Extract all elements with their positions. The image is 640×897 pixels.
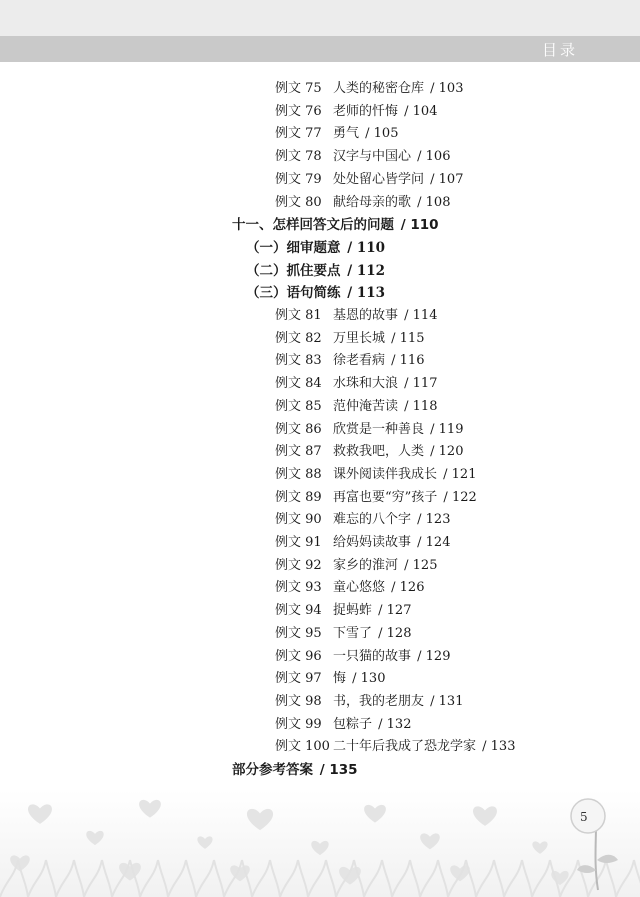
toc-entry-number: 例文 87 <box>275 444 322 460</box>
toc-page-ref: / 131 <box>426 693 464 709</box>
toc-entry-number: 例文 90 <box>275 512 322 528</box>
toc-entry-title: 二十年后我成了恐龙学家 <box>333 739 477 755</box>
toc-entry <box>275 532 450 554</box>
toc-entry-title: 下雪了 <box>333 625 373 641</box>
toc-entry-title: 给妈妈读故事 <box>333 535 412 550</box>
toc-page-ref: / 127 <box>374 603 412 619</box>
toc-page-ref: / 106 <box>413 149 451 165</box>
toc-page-ref: / 107 <box>426 171 464 187</box>
toc-page-ref: / 104 <box>400 103 438 119</box>
toc-entry-title: 勇气 <box>333 126 360 142</box>
toc-page-ref: / 114 <box>400 308 438 323</box>
toc-entry-number: 例文 100 <box>275 739 330 755</box>
toc-entry <box>275 328 424 350</box>
toc-entry-number: 例文 77 <box>275 126 322 142</box>
toc-entry-title: 救救我吧，人类 <box>333 444 425 460</box>
toc-entry-title: 处处留心皆学问 <box>333 171 425 187</box>
toc-entry-number: 例文 89 <box>275 489 322 505</box>
toc-page-ref: / 135 <box>315 762 358 778</box>
toc-entry <box>275 192 450 214</box>
toc-entry-number: 例文 99 <box>275 716 322 732</box>
toc-section-heading <box>232 214 439 236</box>
toc-entry-number: 例文 84 <box>275 376 322 392</box>
toc-entry-number: 例文 75 <box>275 81 322 96</box>
toc-entry-title: 书，我的老朋友 <box>333 693 425 709</box>
toc-entry-title: （一）细审题意 <box>246 239 341 256</box>
toc-entry <box>275 577 424 599</box>
toc-entry-title: （二）抓住要点 <box>246 262 341 279</box>
toc-entry <box>275 441 463 463</box>
toc-entry-number: 例文 85 <box>275 398 322 414</box>
toc-subsection-heading <box>246 260 385 282</box>
toc-entry-number: 例文 82 <box>275 330 322 346</box>
toc-entry-number: 例文 97 <box>275 671 322 687</box>
toc-entry <box>275 464 476 486</box>
header-top-strip <box>0 0 640 36</box>
toc-entry-number: 例文 94 <box>275 603 322 619</box>
toc-page-ref: / 117 <box>400 376 438 392</box>
toc-page-ref: / 130 <box>348 671 386 687</box>
toc-page-ref: / 108 <box>413 194 451 210</box>
toc-entry <box>275 509 450 531</box>
toc-entry-number: 例文 78 <box>275 149 322 165</box>
toc-entry-title: 欣赏是一种善良 <box>333 421 425 437</box>
toc-page-ref: / 126 <box>387 580 425 596</box>
toc-entry-number: 例文 83 <box>275 353 322 369</box>
toc-entry <box>275 646 450 668</box>
toc-entry <box>275 600 411 622</box>
toc-entry <box>275 691 463 713</box>
toc-page-ref: / 128 <box>374 625 412 641</box>
toc-page-ref: / 105 <box>361 126 399 142</box>
toc-entry-title: 家乡的淮河 <box>333 557 399 573</box>
toc-page-ref: / 123 <box>413 512 451 528</box>
toc-entry <box>275 668 385 690</box>
toc-entry-title: 汉字与中国心 <box>333 149 412 165</box>
toc-entry-number: 例文 88 <box>275 466 322 482</box>
toc-page-ref: / 110 <box>396 217 439 234</box>
toc-page-ref: / 115 <box>387 330 425 346</box>
toc-subsection-heading <box>246 282 385 304</box>
toc-entry-title: 一只猫的故事 <box>333 648 412 664</box>
toc-entry <box>275 78 463 100</box>
toc-entry-number: 例文 81 <box>275 308 322 323</box>
toc-entry-title: 献给母亲的歌 <box>333 194 412 210</box>
toc-entry-number: 例文 95 <box>275 625 322 641</box>
toc-page-ref: / 133 <box>478 739 516 755</box>
toc-entry <box>275 714 411 736</box>
toc-entry <box>275 487 477 509</box>
toc-page-ref: / 122 <box>439 489 477 505</box>
toc-page-ref: / 110 <box>342 239 386 256</box>
toc-page-ref: / 113 <box>342 285 386 302</box>
toc-entry-title: 人类的秘密仓库 <box>333 81 425 96</box>
toc-entry-number: 例文 92 <box>275 557 322 573</box>
toc-entry-title: 课外阅读伴我成长 <box>333 466 438 482</box>
toc-entry <box>275 350 424 372</box>
toc-entry-number: 例文 96 <box>275 648 322 664</box>
toc-entry-number: 例文 80 <box>275 194 322 210</box>
toc-entry-title: 老师的忏悔 <box>333 103 399 119</box>
toc-entry-title: 再富也要“穷”孩子 <box>333 489 438 505</box>
toc-entry-title: 十一、怎样回答文后的问题 <box>232 217 394 234</box>
toc-entry <box>275 555 437 577</box>
toc-page-ref: / 132 <box>374 716 412 732</box>
toc-entry-title: 基恩的故事 <box>333 308 399 323</box>
toc-entry <box>275 419 463 441</box>
toc-page-ref: / 116 <box>387 353 425 369</box>
toc-entry <box>275 146 450 168</box>
toc-page-ref: / 129 <box>413 648 451 664</box>
toc-page-ref: / 121 <box>439 466 477 482</box>
toc-entry-number: 例文 86 <box>275 421 322 437</box>
toc-entry <box>275 373 437 395</box>
toc-entry-title: 童心悠悠 <box>333 580 386 596</box>
toc-page-ref: / 103 <box>426 81 464 96</box>
toc-page-ref: / 125 <box>400 557 438 573</box>
toc-entry <box>275 101 437 123</box>
toc-entry-title: 悔 <box>333 671 347 687</box>
toc-section-heading <box>232 759 358 781</box>
toc-subsection-heading <box>246 237 385 259</box>
toc-entry <box>275 396 437 418</box>
toc-entry-title: 部分参考答案 <box>232 762 313 778</box>
toc-entry-number: 例文 79 <box>275 171 322 187</box>
header-title: 目录 <box>541 41 578 59</box>
toc-page-ref: / 118 <box>400 398 438 414</box>
toc-entry-title: 范仲淹苦读 <box>333 398 399 414</box>
toc-entry-title: 包粽子 <box>333 716 373 732</box>
toc-page-ref: / 120 <box>426 444 464 460</box>
toc-entry <box>275 736 515 758</box>
toc-entry <box>275 123 398 145</box>
toc-entry-title: 难忘的八个字 <box>333 512 412 528</box>
toc-page-ref: / 119 <box>426 421 464 437</box>
toc-entry <box>275 169 463 191</box>
toc-entry-number: 例文 98 <box>275 693 322 709</box>
toc-entry <box>275 623 411 645</box>
toc-entry <box>275 305 437 327</box>
toc-entry-title: 水珠和大浪 <box>333 376 399 392</box>
toc-entry-number: 例文 91 <box>275 535 322 550</box>
heart-flower-decoration <box>0 790 640 897</box>
toc-entry-number: 例文 93 <box>275 580 322 596</box>
toc-page-ref: / 124 <box>413 535 451 550</box>
page-number: 5 <box>580 810 588 824</box>
toc-entry-title: 徐老看病 <box>333 353 386 369</box>
toc-entry-title: （三）语句简练 <box>246 285 341 302</box>
toc-page-ref: / 112 <box>342 262 386 279</box>
toc-entry-number: 例文 76 <box>275 103 322 119</box>
toc-entry-title: 捉蚂蚱 <box>333 603 373 619</box>
toc-entry-title: 万里长城 <box>333 330 386 346</box>
